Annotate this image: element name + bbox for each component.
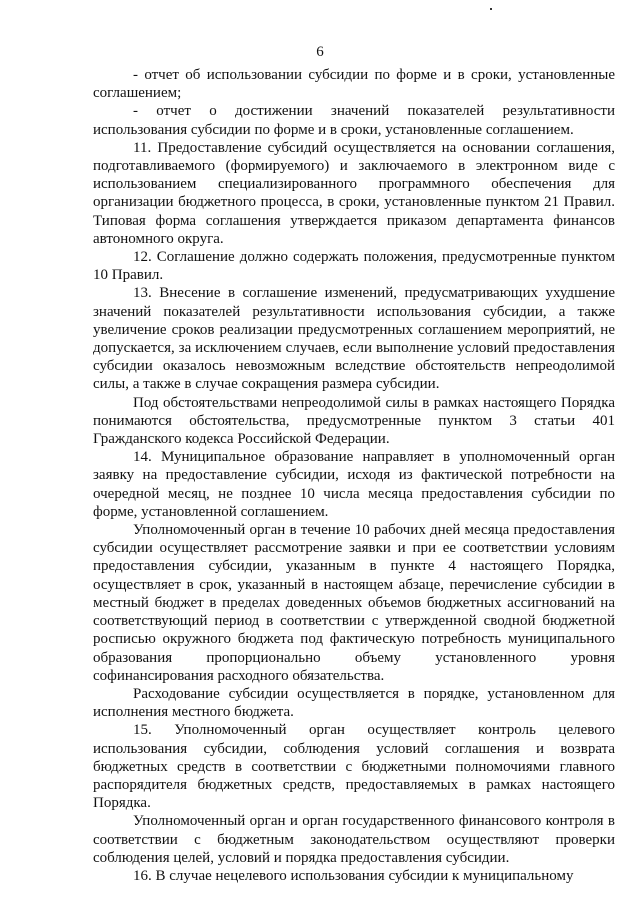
paragraph: 12. Соглашение должно содержать положения, предусмотренные пунктом 10 Правил. bbox=[93, 249, 615, 284]
page-number: 6 bbox=[316, 44, 324, 60]
paragraph: - отчет о достижении значений показателей результативности использования субсидии по форме и в сроки, установленные соглашением. bbox=[93, 103, 615, 138]
scan-speck bbox=[490, 8, 492, 10]
paragraph: Расходование субсидии осуществляется в порядке, установленном для исполнения местного бюджета. bbox=[93, 685, 615, 721]
paragraph: 13. Внесение в соглашение изменений, предусматривающих ухудшение значений показателей результативности использования субсидии, а также увеличение сроков реализации предусмотренных соглашением мероприятий, не допускается, за исключением случаев, если выполнение условий предоставления субсидии оказалось невозможным вследствие обстоятельств непреодолимой силы, а также в случае сокращения размера субсидии. bbox=[93, 285, 615, 393]
paragraph: 16. В случае нецелевого использования субсидии к муниципальному bbox=[133, 867, 574, 884]
paragraph: 15. Уполномоченный орган осуществляет контроль целевого использования субсидии, соблюдения условий соглашения и возврата бюджетных средств в соответствии с бюджетными полномочиями главного распорядителя бюджетных средств, предоставляемых в рамках настоящего Порядка. bbox=[93, 722, 615, 812]
body-text bbox=[93, 66, 615, 885]
paragraph: Уполномоченный орган в течение 10 рабочих дней месяца предоставления субсидии осуществляет рассмотрение заявки и при ее соответствии условиям предоставления субсидии, указанным в пункте 4 настоящего Порядка, осуществляет в срок, указанный в настоящем абзаце, перечисление субсидии в местный бюджет в пределах доведенных объемов бюджетных ассигнований на соответствующий период в соответствии с утвержденной сводной бюджетной росписью окружного бюджета под фактическую потребность муниципального образования пропорционально объему установленного уровня софинансирования расходного обязательства. bbox=[93, 522, 615, 684]
paragraph: 11. Предоставление субсидий осуществляется на основании соглашения, подготавливаемого (формируемого) и заключаемого в электронном виде с использованием специализированного программного обеспечения для организации бюджетного процесса, в сроки, установленные пунктом 21 Правил. Типовая форма соглашения утверждается приказом департамента финансов автономного округа. bbox=[93, 139, 615, 247]
paragraph: Под обстоятельствами непреодолимой силы в рамках настоящего Порядка понимаются обстоятельства, предусмотренные пунктом 3 статьи 401 Гражданского кодекса Российской Федерации. bbox=[93, 394, 615, 448]
paragraph: 14. Муниципальное образование направляет в уполномоченный орган заявку на предоставление субсидии, исходя из фактической потребности на очередной месяц, не позднее 10 числа месяца предоставления субсидии по форме, установленной соглашением. bbox=[93, 449, 615, 520]
paragraph: Уполномоченный орган и орган государственного финансового контроля в соответствии с бюджетным законодательством осуществляют проверки соблюдения целей, условий и порядка предоставления субсидии. bbox=[93, 813, 615, 866]
paragraph: - отчет об использовании субсидии по форме и в сроки, установленные соглашением; bbox=[93, 67, 615, 102]
